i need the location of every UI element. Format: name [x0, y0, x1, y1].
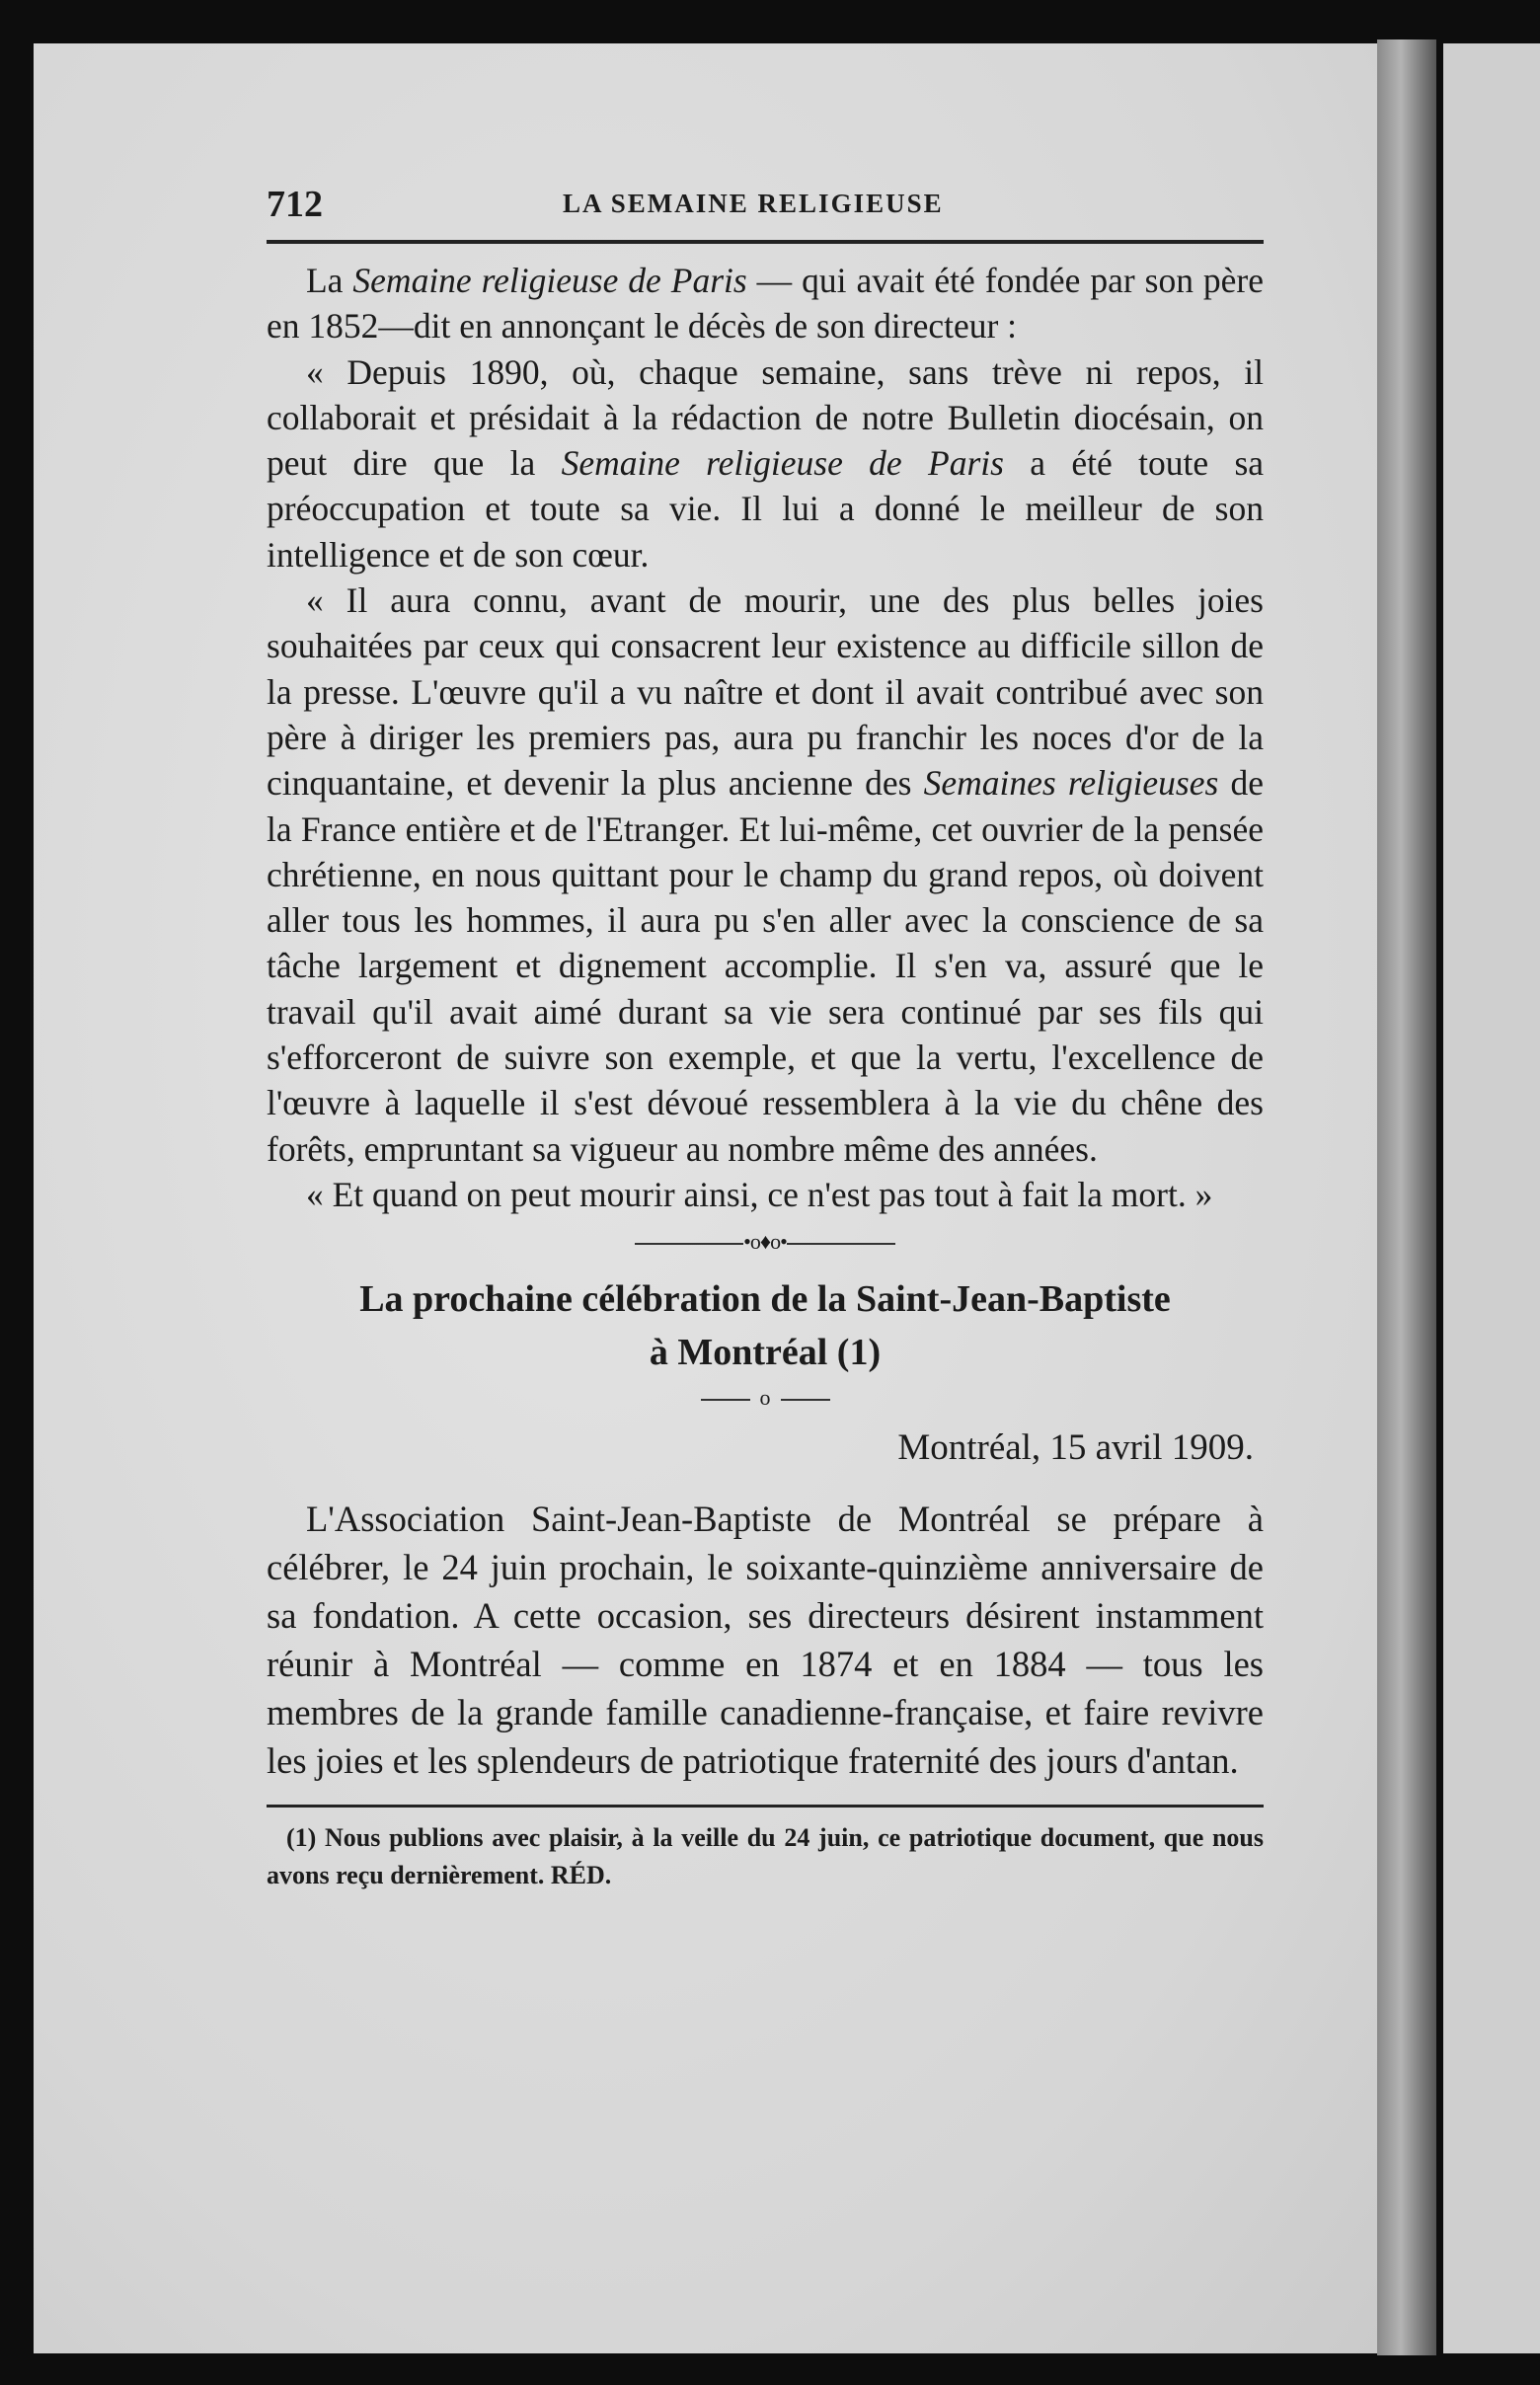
- publication-title: Semaines religieuses: [923, 763, 1219, 804]
- obituary-paragraph-3: [267, 577, 1264, 1172]
- separator-line: [781, 1399, 830, 1401]
- ornament-mark: •o♦o•: [743, 1229, 787, 1255]
- article-body: [267, 1495, 1264, 1785]
- ornament-line: [787, 1243, 895, 1245]
- text-run: a été toute sa préoccupation et toute sa vie. Il lui a donné le meilleur de son intelligence et de son cœur.: [267, 443, 1265, 575]
- ornament-line: [635, 1243, 743, 1245]
- page-content: [267, 183, 1264, 1894]
- text-run: La: [306, 261, 353, 300]
- publication-title: Semaine religieuse de Paris: [352, 261, 747, 300]
- text-run: « Depuis 1890, où, chaque semaine, sans trève ni repos, il collaborait et présidait à la rédaction de notre Bulletin diocésain, on peut dire que la: [267, 351, 1264, 484]
- text-run: « Il aura connu, avant de mourir, une des plus belles joies souhaitées par ceux qui consacrent leur existence au difficile sillon de la presse. L'œuvre qu'il a vu naître et dont il avait contribué avec son père à diriger les premiers pas, aura pu franchir les noces d'or de la cinquantaine, et devenir la plus ancienne des: [267, 580, 1264, 804]
- running-head: [267, 183, 1264, 234]
- obituary-paragraph-4: « Et quand on peut mourir ainsi, ce n'est pas tout à fait la mort. »: [306, 1174, 1213, 1214]
- separator-mark: o: [759, 1385, 771, 1411]
- footnote: (1) Nous publions avec plaisir, à la veille du 24 juin, ce patriotique document, que nous avons reçu dernièrement. RÉD.: [267, 1823, 1264, 1890]
- text-run: — qui avait été fondée par son père en 1852—dit en annonçant le décès de son directeur :: [267, 261, 1264, 346]
- page-gutter: [1377, 39, 1436, 2355]
- text-run: de la France entière et de l'Etranger. Et lui-même, cet ouvrier de la pensée chrétienne, en nous quittant pour le champ du grand repos, où doivent aller tous les hommes, il aura pu s'en aller avec la conscience de sa tâche largement et dignement accomplie. Il s'en va, assuré que le travail qu'il avait aimé durant sa vie sera continué par ses fils qui s'efforceront de suivre son exemple, et que la vertu, l'excellence de l'œuvre à laquelle il s'est dévoué ressemblera à la vie du chêne des forêts, empruntant sa vigueur au nombre même des années.: [267, 763, 1264, 1169]
- title-separator: [267, 1385, 1264, 1411]
- separator-line: [701, 1399, 750, 1401]
- obituary-paragraph-2: [267, 349, 1264, 577]
- dateline: Montréal, 15 avril 1909.: [897, 1427, 1254, 1469]
- article-paragraph: L'Association Saint-Jean-Baptiste de Montréal se prépare à célébrer, le 24 juin prochain, le soixante-quinzième anniversaire de sa fondation. A cette occasion, ses directeurs désirent instamment réunir à Montréal — comme en 1874 et en 1884 — tous les membres de la grande famille canadienne-française, et faire revivre les joies et les splendeurs de patriotique fraternité des jours d'antan.: [267, 1499, 1264, 1782]
- footnote-rule: [267, 1805, 1264, 1808]
- facing-page-edge: [1443, 43, 1540, 2353]
- page-number: 712: [267, 184, 323, 225]
- publication-title: Semaine religieuse de Paris: [561, 443, 1004, 484]
- obituary-paragraph-1: [267, 258, 1264, 349]
- section-ornament: [267, 1229, 1264, 1255]
- article-title-line-2: à Montréal (1): [649, 1332, 882, 1374]
- header-rule: [267, 240, 1264, 244]
- running-title: LA SEMAINE RELIGIEUSE: [563, 189, 944, 218]
- article-title-line-1: La prochaine célébration de la Saint-Jean-Baptiste: [359, 1278, 1171, 1321]
